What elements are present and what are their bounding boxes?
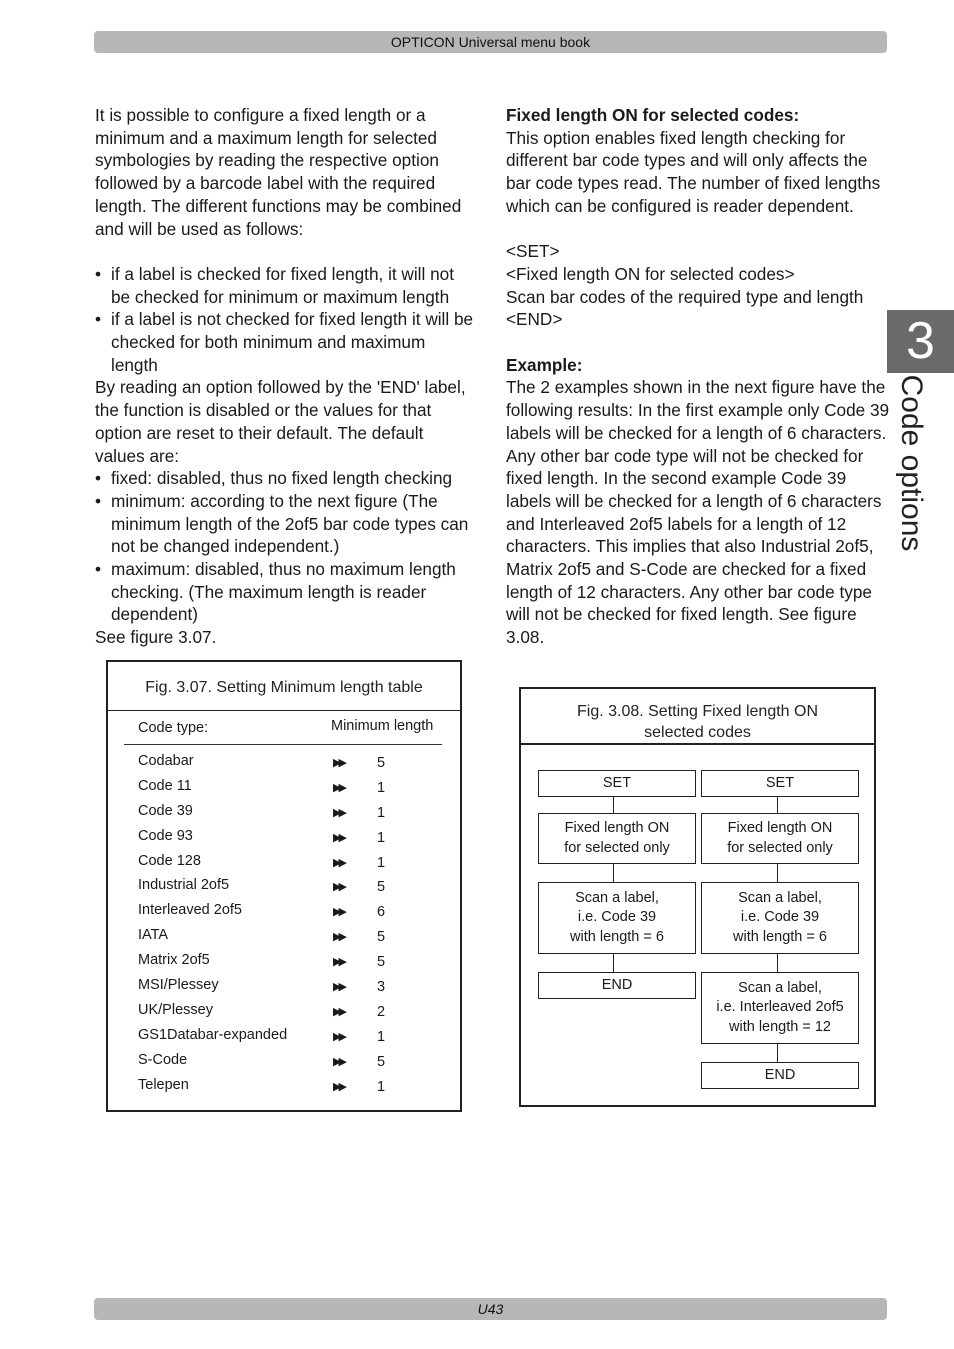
code-type-name: Matrix 2of5 bbox=[138, 952, 210, 969]
double-arrow-icon: ▶▶ bbox=[333, 1005, 344, 1018]
divider bbox=[124, 744, 442, 745]
list-item: • if a label is checked for fixed length, it will not be checked for minimum or maximum length bbox=[95, 263, 475, 308]
table-row bbox=[138, 853, 438, 878]
flow-box-end bbox=[538, 972, 696, 999]
header-bar bbox=[94, 31, 887, 53]
flow-connector bbox=[777, 1044, 778, 1062]
double-arrow-icon: ▶▶ bbox=[333, 1080, 344, 1093]
section-heading: Fixed length ON for selected codes: bbox=[506, 105, 800, 125]
minimum-length-value: 1 bbox=[377, 1078, 386, 1095]
code-type-name: S-Code bbox=[138, 1051, 188, 1068]
double-arrow-icon: ▶▶ bbox=[333, 906, 344, 919]
code-line: Scan bar codes of the required type and length bbox=[506, 286, 864, 307]
bullet-list-1 bbox=[95, 263, 475, 377]
defaults-paragraph: By reading an option followed by the 'END' label, the function is disabled or the values for that option are reset to their default. The default values are: bbox=[95, 377, 466, 466]
bullet-list-2 bbox=[95, 467, 475, 626]
table-row bbox=[138, 927, 438, 952]
flow-label: Scan a label, bbox=[738, 889, 822, 906]
code-type-name: Code 11 bbox=[138, 777, 192, 794]
flow-connector bbox=[613, 797, 614, 813]
divider bbox=[108, 710, 460, 711]
example-heading: Example: bbox=[506, 354, 583, 375]
double-arrow-icon: ▶▶ bbox=[333, 806, 344, 819]
figure-3-08 bbox=[519, 687, 876, 1107]
flow-connector bbox=[777, 954, 778, 972]
table-row bbox=[138, 877, 438, 902]
flow-label: for selected only bbox=[727, 839, 833, 856]
code-type-name: GS1Databar-expanded bbox=[138, 1026, 288, 1043]
table-row bbox=[138, 902, 438, 927]
code-line: <Fixed length ON for selected codes> bbox=[506, 263, 795, 284]
code-line: <SET> bbox=[506, 241, 560, 262]
code-type-name: Telepen bbox=[138, 1076, 189, 1093]
table-row bbox=[138, 1027, 438, 1052]
minimum-length-value: 3 bbox=[377, 979, 386, 996]
double-arrow-icon: ▶▶ bbox=[333, 956, 344, 969]
double-arrow-icon: ▶▶ bbox=[333, 1055, 344, 1068]
flow-box-scan bbox=[538, 882, 696, 954]
double-arrow-icon: ▶▶ bbox=[333, 931, 344, 944]
table-row bbox=[138, 952, 438, 977]
double-arrow-icon: ▶▶ bbox=[333, 757, 344, 769]
flow-label: Scan a label, bbox=[575, 889, 659, 906]
flow-label: for selected only bbox=[564, 839, 670, 856]
code-type-name: Code 93 bbox=[138, 827, 193, 844]
flow-label: with length = 6 bbox=[733, 928, 827, 945]
double-arrow-icon: ▶▶ bbox=[333, 981, 344, 994]
flow-label: SET bbox=[765, 774, 795, 791]
flow-label: Fixed length ON bbox=[727, 820, 833, 836]
flow-box-end bbox=[701, 1062, 859, 1089]
flow-box-scan bbox=[701, 882, 859, 954]
double-arrow-icon: ▶▶ bbox=[333, 881, 344, 894]
code-line: <END> bbox=[506, 309, 563, 330]
left-column bbox=[95, 104, 475, 649]
list-item: • if a label is not checked for fixed length it will be checked for both minimum and maximum length bbox=[95, 308, 475, 376]
table-row bbox=[138, 803, 438, 828]
right-column bbox=[506, 104, 891, 649]
minimum-length-value: 1 bbox=[377, 854, 386, 871]
intro-paragraph: It is possible to configure a fixed length or a minimum and a maximum length for selected symbologies by reading the respective option followed by a barcode label with the required length. The different functions may be combined and will be used as follows: bbox=[95, 105, 462, 239]
section-paragraph: This option enables fixed length checking for different bar code types and will only affects the bar code types read. The number of fixed lengths which can be configured is reader dependent. bbox=[506, 127, 881, 216]
minimum-length-value: 1 bbox=[377, 779, 386, 796]
flow-label: END bbox=[764, 1066, 796, 1083]
page-number: U43 bbox=[477, 1301, 504, 1317]
double-arrow-icon: ▶▶ bbox=[333, 1030, 344, 1043]
double-arrow-icon: ▶▶ bbox=[333, 781, 344, 794]
code-type-name: Code 39 bbox=[138, 802, 193, 819]
table-row bbox=[138, 1002, 438, 1027]
figure-3-07 bbox=[106, 660, 462, 1112]
flow-connector bbox=[777, 864, 778, 882]
header-title: OPTICON Universal menu book bbox=[390, 34, 591, 50]
flow-connector bbox=[613, 864, 614, 882]
code-type-name: Codabar bbox=[138, 753, 194, 769]
code-type-name: IATA bbox=[138, 927, 169, 944]
flow-label: Scan a label, bbox=[738, 979, 822, 996]
table-row bbox=[138, 778, 438, 803]
flow-box-fixed-length bbox=[701, 813, 859, 864]
list-item: • fixed: disabled, thus no fixed length checking bbox=[95, 467, 475, 490]
figure-caption: Fig. 3.07. Setting Minimum length table bbox=[145, 679, 423, 696]
flow-box-fixed-length bbox=[538, 813, 696, 864]
flow-label: i.e. Code 39 bbox=[577, 909, 657, 926]
chapter-number-tab: 3 bbox=[887, 310, 954, 373]
flow-box-set bbox=[538, 770, 696, 797]
flow-label: i.e. Interleaved 2of5 bbox=[716, 999, 844, 1016]
list-item: • maximum: disabled, thus no maximum length checking. (The maximum length is reader dependent) bbox=[95, 558, 475, 626]
minimum-length-value: 1 bbox=[377, 1028, 386, 1045]
flow-box-scan-second bbox=[701, 972, 859, 1044]
see-figure-text: See figure 3.07. bbox=[95, 627, 217, 648]
flow-label: i.e. Code 39 bbox=[740, 909, 820, 926]
flow-label: Fixed length ON bbox=[564, 820, 670, 836]
flow-box-set bbox=[701, 770, 859, 797]
column-header-code-type: Code type: bbox=[138, 720, 209, 736]
flow-connector bbox=[613, 954, 614, 972]
minimum-length-value: 1 bbox=[377, 829, 386, 846]
code-type-name: Code 128 bbox=[138, 852, 201, 869]
divider bbox=[521, 743, 874, 745]
minimum-length-value: 5 bbox=[377, 954, 386, 971]
example-paragraph: The 2 examples shown in the next figure have the following results: In the first example only Code 39 labels will be checked for a length of 6 characters. Any other bar code type will not be checked for fixed length. In the second example Code 39 labels will be checked for a length of 6 characters and Interleaved 2of5 labels for a length of 12 characters. This implies that also Industrial 2of5, Matrix 2of5 and S-Code are checked for a fixed length of 12 characters. Any other bar code type will not be checked for fixed length. See figure 3.08. bbox=[506, 377, 890, 648]
double-arrow-icon: ▶▶ bbox=[333, 831, 344, 844]
length-table bbox=[138, 753, 438, 1101]
table-row bbox=[138, 977, 438, 1002]
flow-connector bbox=[777, 797, 778, 813]
flow-label: SET bbox=[602, 774, 632, 791]
minimum-length-value: 6 bbox=[377, 904, 386, 921]
table-row bbox=[138, 828, 438, 853]
double-arrow-icon: ▶▶ bbox=[333, 856, 344, 869]
table-row bbox=[138, 1052, 438, 1077]
flow-label: with length = 12 bbox=[729, 1018, 831, 1035]
code-type-name: Interleaved 2of5 bbox=[138, 902, 242, 919]
code-type-name: MSI/Plessey bbox=[138, 977, 219, 994]
list-item: • minimum: according to the next figure (The minimum length of the 2of5 bar code types can not be changed independent.) bbox=[95, 490, 475, 558]
minimum-length-value: 5 bbox=[377, 879, 386, 896]
chapter-title: Code options bbox=[895, 374, 928, 551]
minimum-length-value: 2 bbox=[377, 1003, 386, 1020]
caption-line: Fig. 3.08. Setting Fixed length ON bbox=[576, 703, 818, 720]
code-type-name: Industrial 2of5 bbox=[138, 877, 230, 894]
minimum-length-value: 5 bbox=[377, 1053, 386, 1070]
minimum-length-value: 5 bbox=[377, 929, 386, 946]
figure-caption bbox=[521, 701, 874, 743]
minimum-length-value: 1 bbox=[377, 804, 386, 821]
table-row bbox=[138, 753, 438, 778]
flow-label: END bbox=[601, 976, 633, 993]
footer-bar bbox=[94, 1298, 887, 1320]
flow-label: with length = 6 bbox=[570, 928, 664, 945]
minimum-length-value: 5 bbox=[377, 755, 386, 771]
code-type-name: UK/Plessey bbox=[138, 1001, 213, 1018]
column-header-minimum-length: Minimum length bbox=[331, 718, 434, 734]
caption-line: selected codes bbox=[644, 724, 751, 741]
table-row bbox=[138, 1077, 438, 1102]
